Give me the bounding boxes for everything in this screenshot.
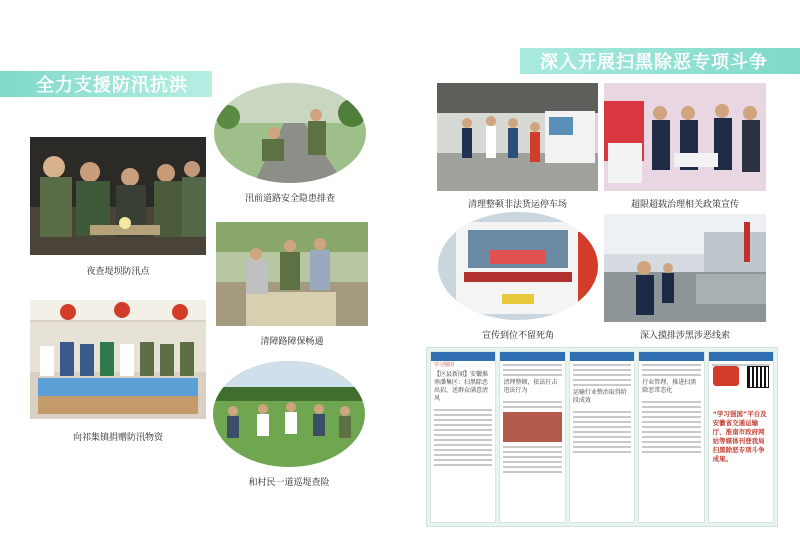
news-headline-4: 行业管理，推进扫黑除恶常态化: [642, 379, 697, 394]
qr-code-icon: [747, 366, 769, 388]
news-screen-2: [499, 351, 565, 523]
caption-overload-policy-promotion: 超限超载治理相关政策宣传: [630, 200, 739, 210]
news-screen-3: [569, 351, 635, 523]
photo-parking-lot-rectification: [437, 83, 598, 191]
screen-header-bar: [570, 352, 634, 361]
news-screen-1: [430, 351, 496, 523]
flood-section-title: 全力支援防汛抗洪: [36, 75, 188, 96]
photo-dike-patrol: [213, 361, 365, 467]
crime-section-banner: [520, 48, 800, 74]
photo-donating-supplies: [30, 300, 206, 419]
news-source: 学习强国: [434, 362, 455, 368]
caption-clearing-obstacles: 清障路障保畅通: [260, 337, 324, 347]
news-headline-2: 清理整顿，依法打击违法行为: [503, 379, 558, 394]
xuexi-qiangguo-logo: [713, 366, 739, 386]
media-coverage-collage: [426, 347, 778, 527]
photo-night-dam-inspection: [30, 137, 206, 255]
screen-header-bar: [500, 352, 564, 361]
caption-parking-lot-rectification: 清理整顿非法货运停车场: [467, 200, 567, 210]
screen-header-bar: [709, 352, 773, 361]
caption-investigation: 深入摸排涉黑涉恶线索: [639, 331, 730, 341]
caption-dike-patrol: 和村民一道巡堤查险: [248, 478, 330, 488]
caption-road-inspection: 汛前道路安全隐患排查: [244, 194, 335, 204]
news-headline-1: 【区县新闻】安徽淮南潘集区：扫黑除恶出招，送群众满意清风: [434, 371, 489, 402]
media-coverage-summary: “学习强国”平台及安徽省交通运输厅、淮南市政府网站等媒体刊登我局扫黑除恶专项斗争成果。: [712, 410, 767, 463]
photo-clearing-obstacles: [216, 222, 368, 326]
photo-overload-policy-promotion: [604, 83, 766, 191]
news-screen-4: [638, 351, 704, 523]
caption-bus-promotion: 宣传到位不留死角: [481, 331, 554, 341]
news-headline-3: 运输行业整治取得阶段成效: [572, 389, 627, 404]
crime-section-title: 深入开展扫黑除恶专项斗争: [540, 52, 768, 73]
caption-night-dam-inspection: 夜查堤坝防汛点: [86, 267, 150, 277]
news-screen-5: [708, 351, 774, 523]
photo-bus-promotion: [438, 212, 598, 320]
news-photo: [503, 412, 561, 442]
screen-header-bar: [431, 352, 495, 361]
screen-header-bar: [639, 352, 703, 361]
flood-section-banner: [0, 71, 212, 97]
photo-road-inspection: [214, 83, 366, 183]
photo-investigation: [604, 214, 766, 322]
caption-donating-supplies: 向祁集镇捐赠防汛物资: [72, 433, 163, 443]
